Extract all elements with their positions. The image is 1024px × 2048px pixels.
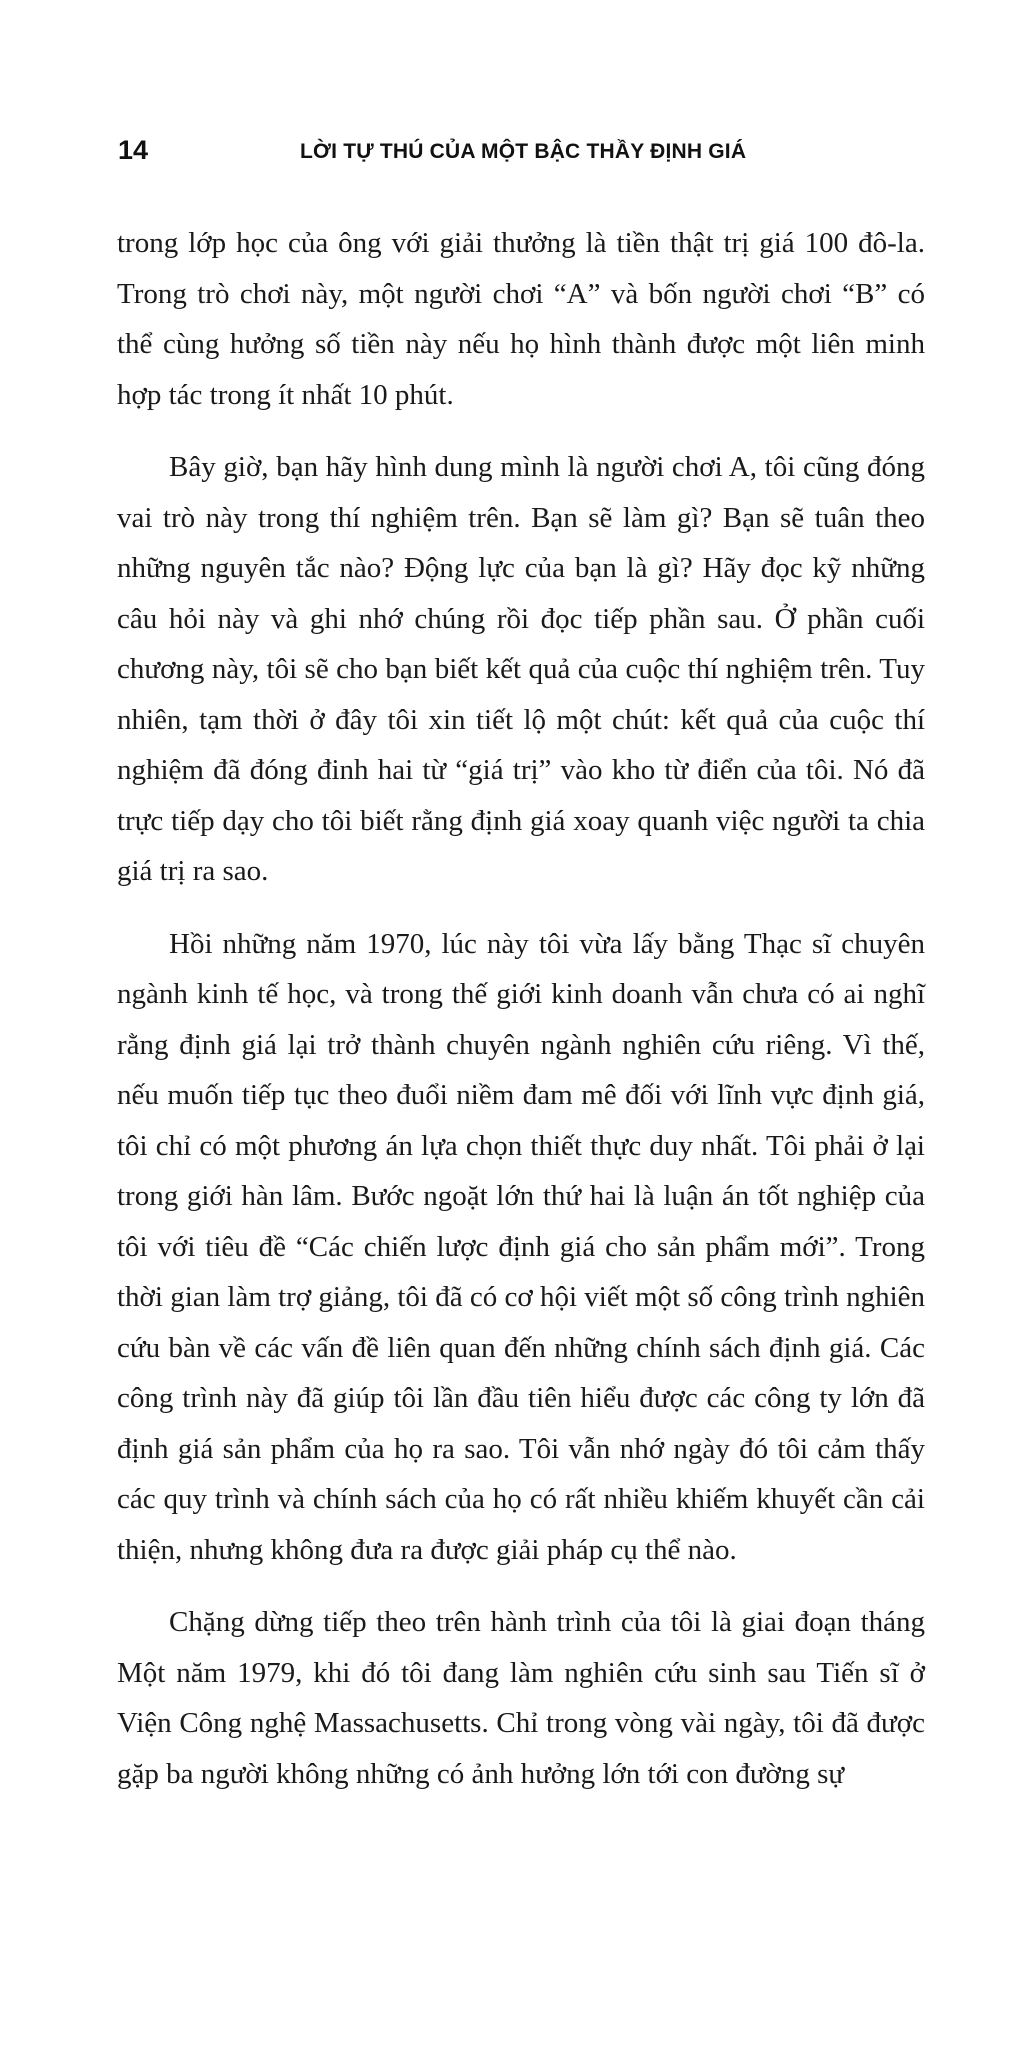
paragraph-1979: Chặng dừng tiếp theo trên hành trình của tôi là giai đoạn tháng Một năm 1979, khi đó tôi đang làm nghiên cứu sinh sau Tiến sĩ ở Viện Công nghệ Massachusetts. Chỉ trong vòng vài ngày, tôi đã được gặp ba người không những có ảnh hưởng lớn tới con đường sự [117, 1606, 925, 1790]
running-header [0, 130, 1024, 170]
paragraph-1970s: Hồi những năm 1970, lúc này tôi vừa lấy bằng Thạc sĩ chuyên ngành kinh tế học, và trong thế giới kinh doanh vẫn chưa có ai nghĩ rằng định giá lại trở thành chuyên ngành nghiên cứu riêng. Vì thế, nếu muốn tiếp tục theo đuổi niềm đam mê đối với lĩnh vực định giá, tôi chỉ có một phương án lựa chọn thiết thực duy nhất. Tôi phải ở lại trong giới hàn lâm. Bước ngoặt lớn thứ hai là luận án tốt nghiệp của tôi với tiêu đề “Các chiến lược định giá cho sản phẩm mới”. Trong thời gian làm trợ giảng, tôi đã có cơ hội viết một số công trình nghiên cứu bàn về các vấn đề liên quan đến những chính sách định giá. Các công trình này đã giúp tôi lần đầu tiên hiểu được các công ty lớn đã định giá sản phẩm của họ ra sao. Tôi vẫn nhớ ngày đó tôi cảm thấy các quy trình và chính sách của họ có rất nhiều khiếm khuyết cần cải thiện, nhưng không đưa ra được giải pháp cụ thể nào. [117, 927, 925, 1566]
paragraph-continued: trong lớp học của ông với giải thưởng là tiền thật trị giá 100 đô-la. Trong trò chơi này, một người chơi “A” và bốn người chơi “B” có thể cùng hưởng số tiền này nếu họ hình thành được một liên minh hợp tác trong ít nhất 10 phút. [117, 227, 925, 411]
page-number: 14 [118, 135, 149, 165]
paragraph-player-a: Bây giờ, bạn hãy hình dung mình là người chơi A, tôi cũng đóng vai trò này trong thí nghiệm trên. Bạn sẽ làm gì? Bạn sẽ tuân theo những nguyên tắc nào? Động lực của bạn là gì? Hãy đọc kỹ những câu hỏi này và ghi nhớ chúng rồi đọc tiếp phần sau. Ở phần cuối chương này, tôi sẽ cho bạn biết kết quả của cuộc thí nghiệm trên. Tuy nhiên, tạm thời ở đây tôi xin tiết lộ một chút: kết quả của cuộc thí nghiệm đã đóng đinh hai từ “giá trị” vào kho từ điển của tôi. Nó đã trực tiếp dạy cho tôi biết rằng định giá xoay quanh việc người ta chia giá trị ra sao. [117, 451, 925, 887]
book-title: LỜI TỰ THÚ CỦA MỘT BẬC THẦY ĐỊNH GIÁ [300, 140, 747, 163]
body-text [117, 218, 925, 1821]
